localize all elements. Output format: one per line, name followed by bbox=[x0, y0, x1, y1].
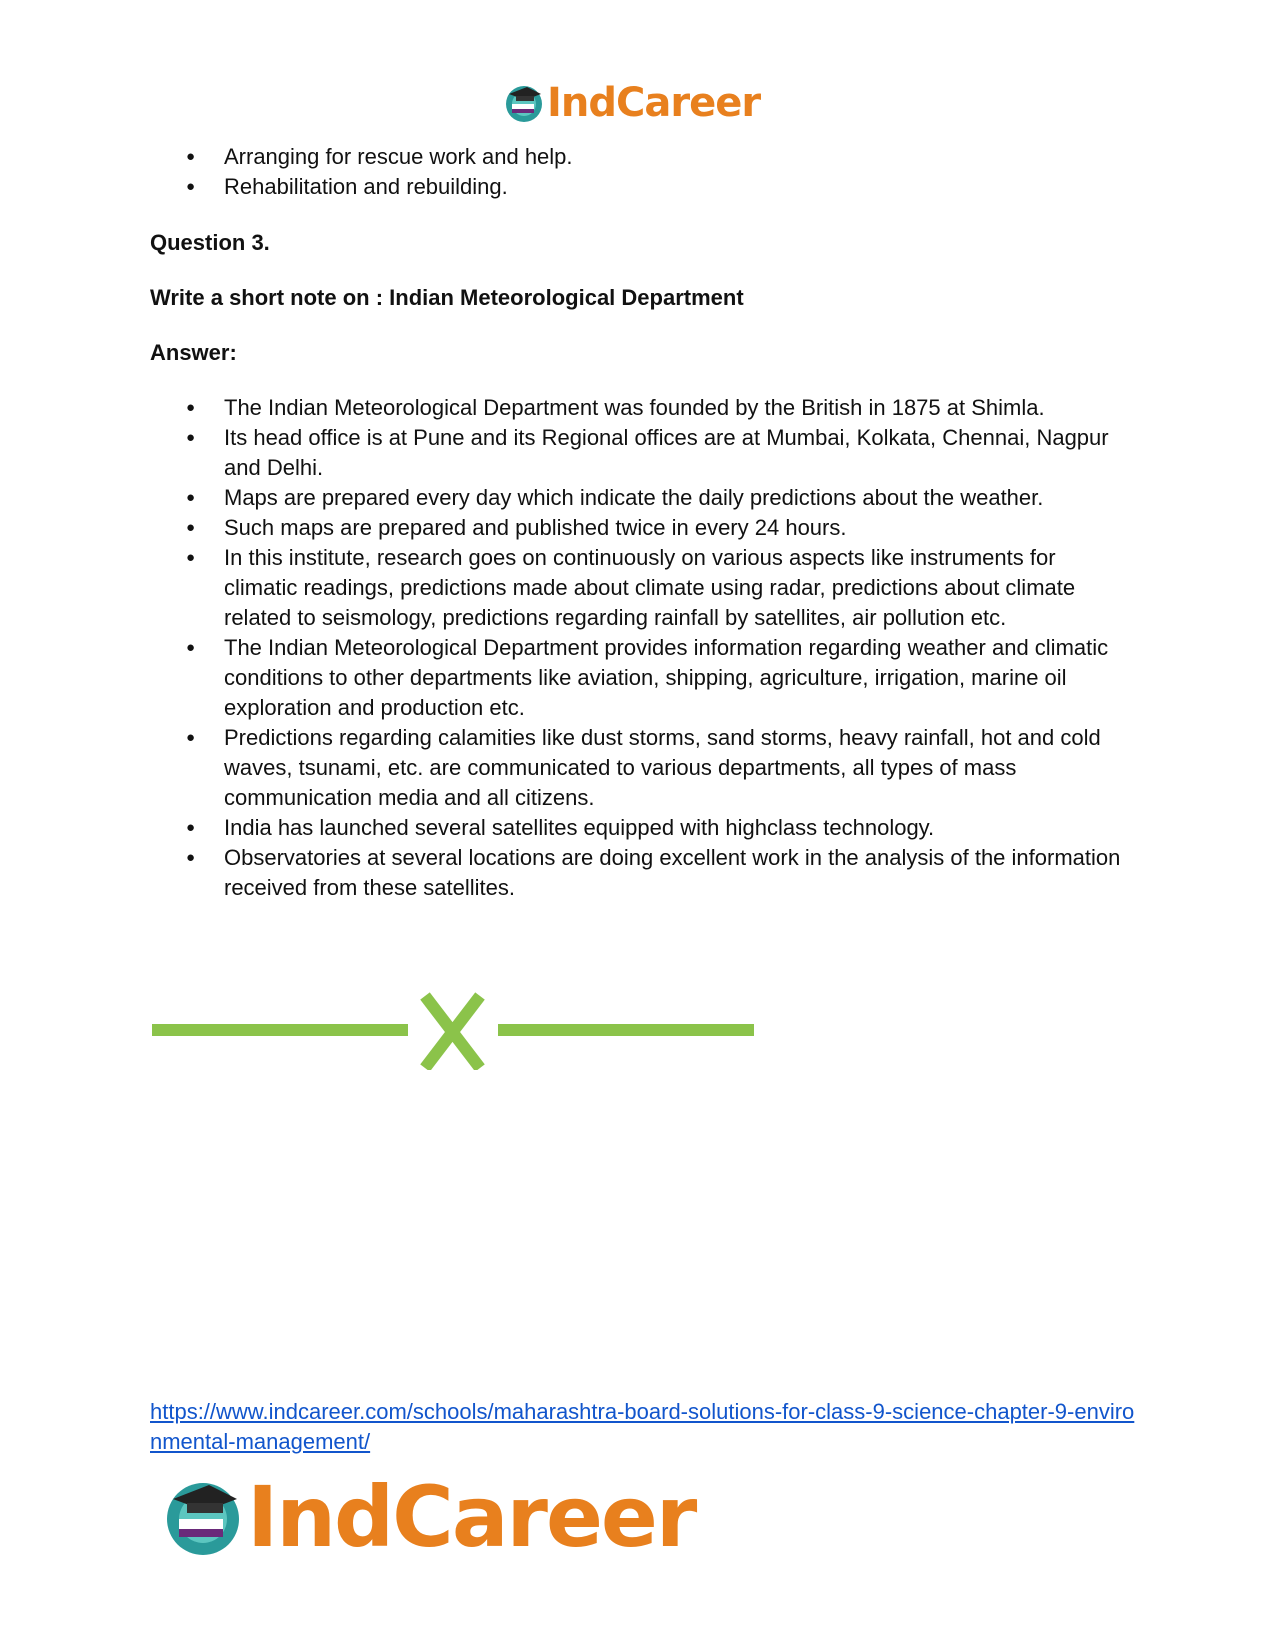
logo-text: IndCareer bbox=[247, 1468, 696, 1566]
header-logo bbox=[503, 80, 760, 126]
footer-logo bbox=[161, 1468, 695, 1566]
list-item: ● Predictions regarding calamities like dust storms, sand storms, heavy rainfall, hot and cold waves, tsunami, etc. are communicated to various departments, all types of mass communication media and all citizens. bbox=[224, 723, 1130, 813]
question-text: Write a short note on : Indian Meteorological Department bbox=[150, 285, 744, 310]
divider-line-right bbox=[498, 1024, 754, 1036]
list-item: ● Rehabilitation and rebuilding. bbox=[224, 172, 1130, 202]
section-divider bbox=[150, 990, 760, 1070]
answer-label: Answer: bbox=[150, 340, 237, 365]
list-item: ● The Indian Meteorological Department was founded by the British in 1875 at Shimla. bbox=[224, 393, 1130, 423]
logo-text: IndCareer bbox=[547, 80, 761, 126]
graduation-globe-icon bbox=[161, 1475, 245, 1559]
list-item: ● In this institute, research goes on continuously on various aspects like instruments for climatic readings, predictions made about climate using radar, predictions about climate related to seismology, predictions regarding rainfall by satellites, air pollution etc. bbox=[224, 543, 1130, 633]
source-link[interactable]: https://www.indcareer.com/schools/maharashtra-board-solutions-for-class-9-science-chapter-9-environmental-management/ bbox=[150, 1399, 1135, 1454]
list-item: ● Observatories at several locations are doing excellent work in the analysis of the information received from these satellites. bbox=[224, 843, 1130, 903]
previous-bullet-list bbox=[150, 142, 1130, 202]
answer-bullet-list bbox=[150, 393, 1130, 903]
list-item: ● The Indian Meteorological Department provides information regarding weather and climatic conditions to other departments like aviation, shipping, agriculture, irrigation, marine oil exploration and production etc. bbox=[224, 633, 1130, 723]
document-body bbox=[150, 142, 1130, 903]
list-item: ● Arranging for rescue work and help. bbox=[224, 142, 1130, 172]
list-item: ● Its head office is at Pune and its Regional offices are at Mumbai, Kolkata, Chennai, Nagpur and Delhi. bbox=[224, 423, 1130, 483]
divider-line-left bbox=[152, 1024, 408, 1036]
question-number: Question 3. bbox=[150, 230, 270, 255]
divider-x-icon bbox=[425, 996, 480, 1068]
list-item: ● Such maps are prepared and published twice in every 24 hours. bbox=[224, 513, 1130, 543]
list-item: ● Maps are prepared every day which indicate the daily predictions about the weather. bbox=[224, 483, 1130, 513]
list-item: ● India has launched several satellites equipped with highclass technology. bbox=[224, 813, 1130, 843]
graduation-globe-icon bbox=[503, 82, 545, 124]
